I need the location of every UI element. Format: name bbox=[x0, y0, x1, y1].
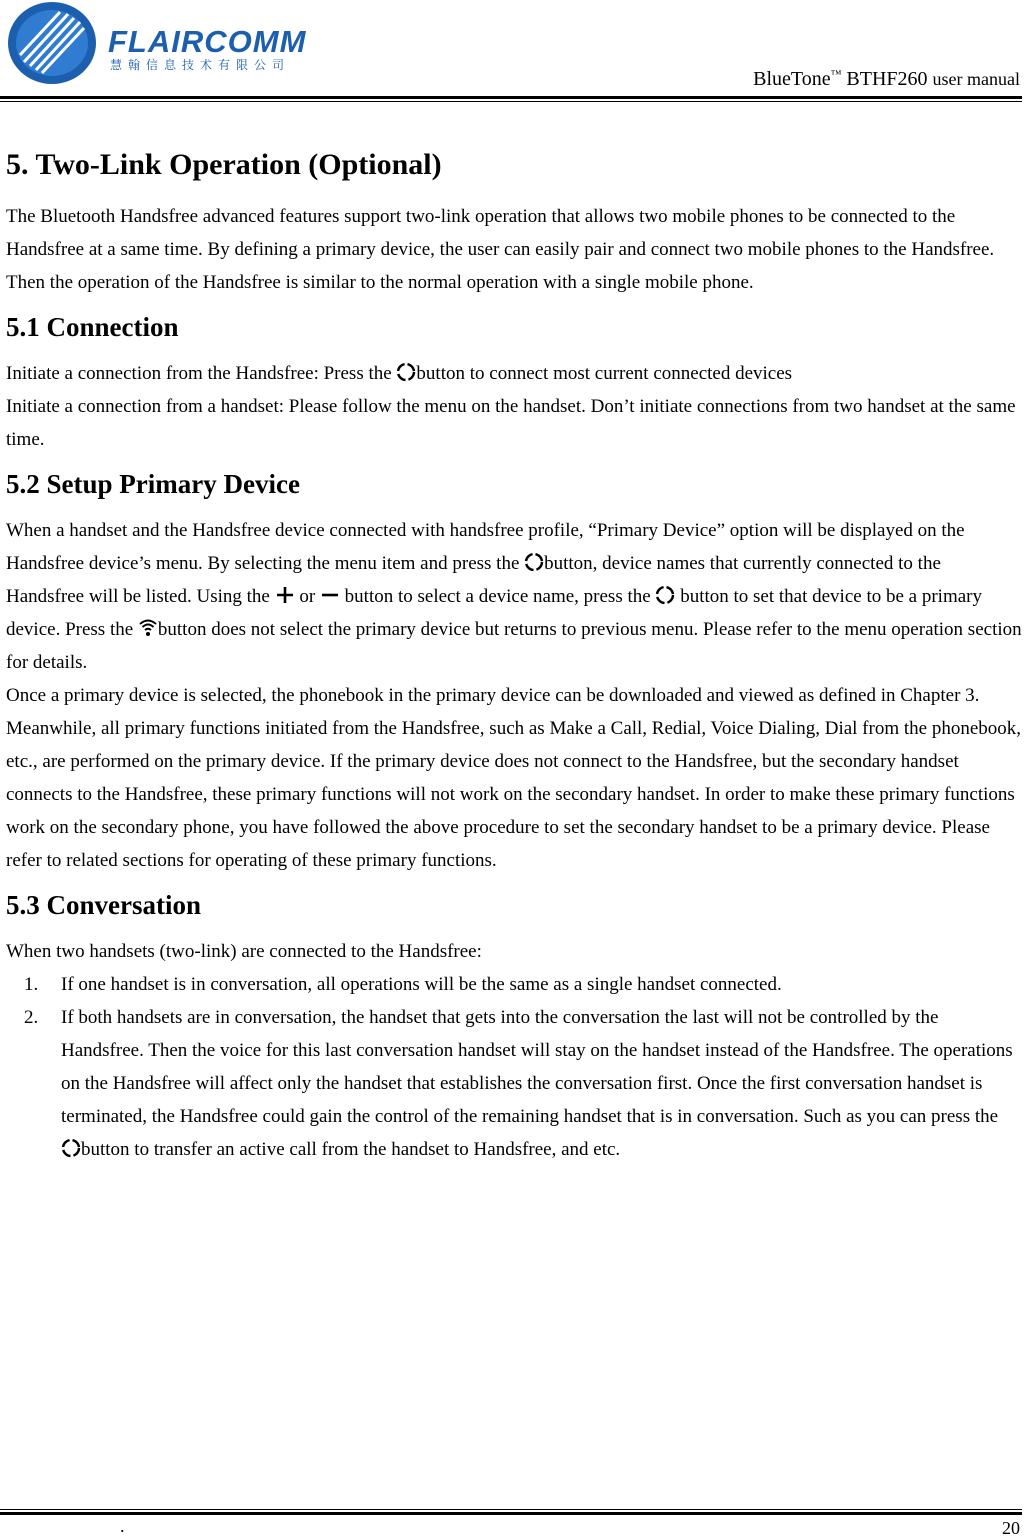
footer-rule-thin bbox=[0, 1509, 1022, 1510]
plus-button-icon bbox=[275, 585, 295, 605]
intro-paragraph: The Bluetooth Handsfree advanced features support two-link operation that allows two mobile phones to be connected to the Handsfree at a same time. By defining a primary device, the user can easily pair and connect two mobile phones to the Handsfree. Then the operation of the Handsfree is similar to the normal operation with a single mobile phone. bbox=[6, 206, 995, 293]
talk-button-icon bbox=[524, 552, 544, 572]
logo-subtitle: 慧翰信息技术有限公司 bbox=[110, 58, 291, 72]
list-item: 1. If one handset is in conversation, all operations will be the same as a single handset connected. bbox=[24, 974, 782, 995]
list-item: 2. If both handsets are in conversation, the handset that gets into the conversation the last will not be controlled by the Handsfree. Then the voice for this last conversation handset will stay on the handset instead of the Handsfree. The operations on the Handsfree will affect only the handset that establishes the conversation first. Once the first conversation handset is terminated, the Handsfree could gain the control of the remaining handset that is in conversation. Such as you can press the button to transfer an active call from the handset to Handsfree, and etc. bbox=[24, 1007, 1013, 1160]
footer-rule bbox=[0, 1512, 1022, 1515]
page-header bbox=[0, 0, 1024, 104]
conversation-list bbox=[6, 968, 1022, 1166]
talk-button-icon bbox=[655, 585, 675, 605]
conversation-intro: When two handsets (two-link) are connected to the Handsfree: bbox=[6, 941, 482, 962]
connection-line-1: Initiate a connection from the Handsfree: Press the button to connect most current connected devices bbox=[6, 363, 793, 384]
minus-button-icon bbox=[320, 585, 340, 605]
trademark: ™ bbox=[830, 68, 842, 81]
manual-label: user manual bbox=[932, 69, 1020, 89]
header-rule bbox=[0, 96, 1022, 99]
flaircomm-logo bbox=[6, 0, 316, 86]
manual-title bbox=[753, 68, 1020, 91]
back-button-icon bbox=[138, 618, 158, 638]
model-name: BTHF260 bbox=[841, 68, 933, 90]
talk-button-icon bbox=[396, 362, 416, 382]
footer-dot: . bbox=[120, 1516, 125, 1536]
talk-button-icon bbox=[61, 1138, 81, 1158]
logo-icon bbox=[6, 0, 98, 86]
product-name: BlueTone bbox=[753, 68, 831, 90]
connection-line-2: Initiate a connection from a handset: Please follow the menu on the handset. Don’t initiate connections from two handset at the same time. bbox=[6, 396, 1016, 450]
chapter-heading: 5. Two-Link Operation (Optional) bbox=[6, 148, 442, 181]
page-content bbox=[6, 140, 1022, 1166]
primary-device-paragraph-1: When a handset and the Handsfree device connected with handsfree profile, “Primary Device” option will be displayed on the Handsfree device’s menu. By selecting the menu item and press the button, device names that currently connected to the Handsfree will be listed. Using the or button to select a device name, press the button to set that device to be a primary device. Press the button does not select the primary device but returns to previous menu. Please refer to the menu operation section for details. bbox=[6, 520, 1022, 673]
header-rule-thin bbox=[0, 101, 1022, 102]
section-heading-connection: 5.1 Connection bbox=[6, 312, 179, 342]
primary-device-paragraph-2: Once a primary device is selected, the phonebook in the primary device can be downloaded and viewed as defined in Chapter 3. Meanwhile, all primary functions initiated from the Handsfree, such as Make a Call, Redial, Voice Dialing, Dial from the phonebook, etc., are performed on the primary device. If the primary device does not connect to the Handsfree, but the secondary handset connects to the Handsfree, these primary functions will not work on the secondary handset. In order to make these primary functions work on the secondary phone, you have followed the above procedure to set the secondary handset to be a primary device. Please refer to related sections for operating of these primary functions. bbox=[6, 685, 1022, 871]
logo-name: FLAIRCOMM bbox=[108, 24, 307, 59]
section-heading-conversation: 5.3 Conversation bbox=[6, 890, 201, 920]
section-heading-primary-device: 5.2 Setup Primary Device bbox=[6, 469, 300, 499]
page-number: 20 bbox=[1002, 1518, 1020, 1538]
